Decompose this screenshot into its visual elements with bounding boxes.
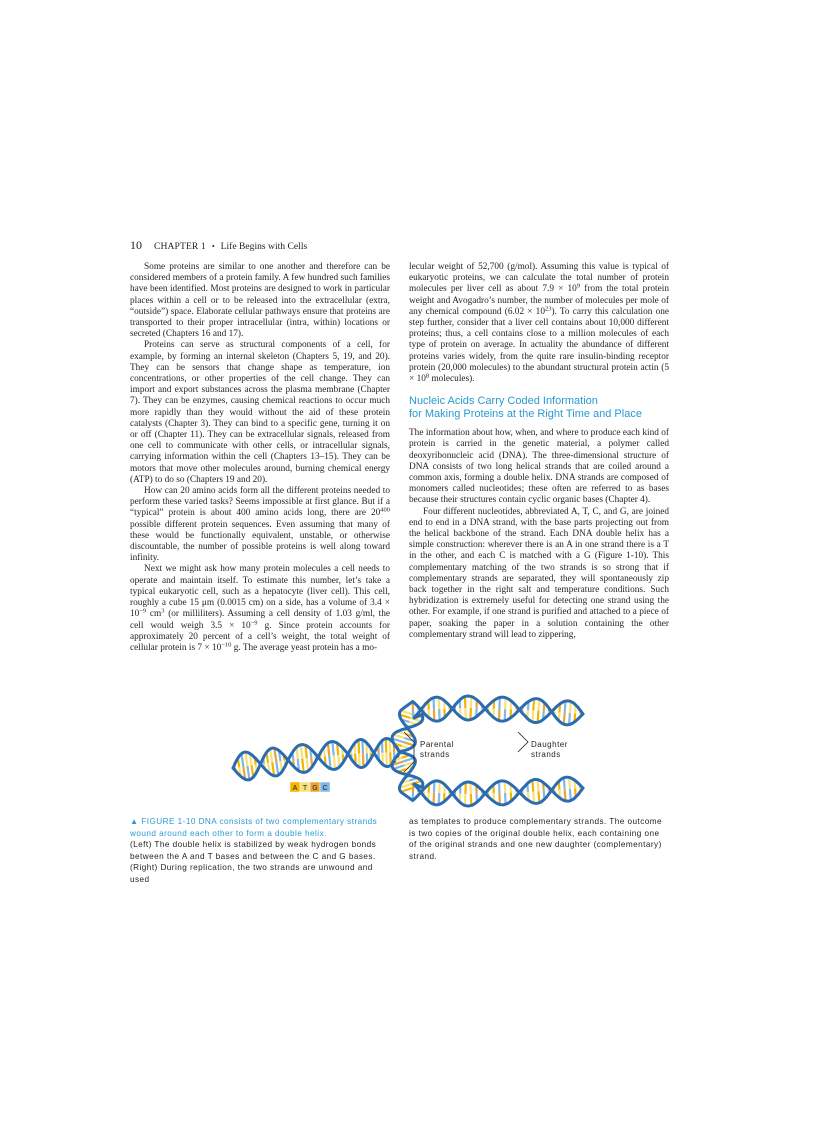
base-pair-rung xyxy=(538,699,539,711)
text-run: (or milliliters). Assuming a cell density of 1.03 g/ml, the cell would weigh 3.5 × 10 xyxy=(130,609,391,631)
base-pair-rung xyxy=(328,743,329,756)
section-heading-line: for Making Proteins at the Right Time and Place xyxy=(409,408,642,421)
base-pair-rung xyxy=(570,701,571,713)
text-run: ). To carry this calculation one step further, consider that a liver cell contains about 10,000 different proteins; thus, a cell contains close to a million molecules of each type of protein on average. In actuality the abundance of different proteins varies widely, from the quite rare insulin-binding receptor protein (20,000 molecules) to the abundant structural protein actin (5 × 10 xyxy=(409,306,669,385)
text-run: Next we might ask how many protein molecules a cell needs to operate and maintain itself. To estimate this number, let’s take a typical eukaryotic cell, such as a hepatocyte (liver cell). This cell, roughly a cube 15 μm (0.0015 cm) on a side, has a volume of 3.4 × 10 xyxy=(130,564,390,620)
base-pair-rung xyxy=(301,745,302,759)
paragraph: Some proteins are similar to one another and therefore can be considered members of a protein family. A few hundred such families have been identified. Most proteins are designed to work in particular places within a cell or to be released into the extracellular (extra, “outside”) space. Elaborate cellular pathways ensure that proteins are transported to their proper intracellular (intra, within) locations or secreted (Chapters 16 and 17). xyxy=(130,262,390,340)
base-pair-rung xyxy=(276,762,278,775)
running-head xyxy=(130,238,307,253)
label-parental-line1: Parental xyxy=(420,740,454,749)
text-run: from the total protein weight and Avogadro’s number, the number of molecules per mole of any chemical compound (6.02 × 10 xyxy=(409,284,669,317)
base-pair-rung xyxy=(386,739,387,753)
base-pair-rung xyxy=(403,758,414,762)
label-parental-line2: strands xyxy=(420,750,450,759)
right-column xyxy=(409,262,669,641)
text-run: molecules). xyxy=(429,374,475,385)
base-pair-rung xyxy=(564,778,565,790)
daughter-bracket xyxy=(518,732,528,752)
base-pair-rung xyxy=(532,710,533,722)
label-daughter-strands xyxy=(531,740,568,759)
text-run: lecular weight of 52,700 (g/mol). Assuming this value is typical of eukaryotic proteins, we can calculate the total number of protein molecules per liver cell as about 7.9 × 10 xyxy=(409,262,669,295)
paragraph xyxy=(409,262,669,385)
caption-marker: ▲ xyxy=(130,817,139,826)
parental-double-helix xyxy=(233,739,400,780)
paragraph xyxy=(130,486,390,564)
text-run: How can 20 amino acids form all the different proteins needed to perform these varied tasks? Seems impossible at first glance. But if a “typical” protein is about 400 amino acids long, there are 20 xyxy=(130,486,390,519)
section-heading xyxy=(409,395,669,421)
lower-replicated-helix xyxy=(392,752,583,806)
base-pair-rung xyxy=(241,754,243,767)
base-pair-rung xyxy=(334,755,335,769)
caption-title-line xyxy=(130,816,390,839)
caption-body: (Left) The double helix is stabilized by weak hydrogen bonds between the A and T bases and between the C and G bases. (Right) During replication, the two strands are unwound and used xyxy=(130,840,377,884)
base-key-letter: G xyxy=(312,785,318,792)
base-pair-rung xyxy=(564,713,565,725)
superscript: −9 xyxy=(139,607,147,615)
paragraph xyxy=(130,564,390,654)
chapter-title: Life Begins with Cells xyxy=(220,241,308,252)
text-run: g. Since protein accounts for approximately 20 percent of a cell’s weight, the total weight of cellular protein is 7 × 10 xyxy=(130,620,390,653)
paragraph: Proteins can serve as structural components of a cell, for example, by forming an internal skeleton (Chapters 5, 19, and 20). They can be sensors that change shape as temperature, ion concentrations, or other properties of the cell change. They can import and export substances across the plasma membrane (Chapter 7). They can be enzymes, causing chemical reactions to occur much more rapidly than they would without the aid of these protein catalysts (Chapter 3). They can bind to a specific gene, turning it on or off (Chapter 11). They can be extracellular signals, released from one cell to communicate with other cells, or intracellular signals, carrying information within the cell (Chapters 13–15). They can be motors that move other molecules around, burning chemical energy (ATP) to do so (Chapters 19 and 20). xyxy=(130,340,390,485)
superscript: 23 xyxy=(544,305,552,313)
base-key-letter: A xyxy=(292,785,298,792)
label-daughter-line2: strands xyxy=(531,750,561,759)
base-pair-rung xyxy=(359,740,360,754)
text-run: cm xyxy=(146,609,162,620)
superscript: 8 xyxy=(425,372,430,380)
base-key-letter: C xyxy=(322,785,328,792)
text-run: g. The average yeast protein has a mo- xyxy=(231,642,378,653)
text-run: possible different protein sequences. Even assuming that many of these would be functionally equivalent, unstable, or otherwise discountable, the number of possible proteins is well along toward infinity. xyxy=(130,519,390,564)
paragraph: Four different nucleotides, abbreviated A, T, C, and G, are joined end to end in a DNA strand, with the base parts projecting out from the helical backbone of the strand. Each DNA double helix has a simple construction: wherever there is an A in one strand there is a T in the other, and each C is matched with a G (Figure 1-10). This complementary matching of the two strands is so strong that if complementary strands are separated, they will spontaneously zip back together in the right salt and temperature conditions. Such hybridization is extremely useful for detecting one strand using the other. For example, if one strand is purified and attached to a piece of paper, soaking the paper in a solution containing the other complementary strand will lead to zippering, xyxy=(409,506,669,640)
base-pair-rung xyxy=(393,735,404,738)
label-daughter-line1: Daughter xyxy=(531,740,568,749)
base-pair-rung xyxy=(538,791,539,803)
base-key-letter: T xyxy=(302,785,308,792)
figure-caption-left xyxy=(130,816,390,885)
section-heading-line: Nucleic Acids Carry Coded Information xyxy=(409,395,598,408)
dna-figure xyxy=(228,688,588,808)
base-pair-rung xyxy=(270,749,272,762)
base-pair-rung xyxy=(307,758,308,771)
base-pair-rung xyxy=(245,752,247,766)
base-color-key xyxy=(290,782,330,792)
base-pair-rung xyxy=(403,742,414,745)
dna-illustration xyxy=(228,688,588,808)
base-pair-rung xyxy=(386,753,387,767)
base-pair-rung xyxy=(363,753,364,767)
superscript: 3 xyxy=(161,607,165,615)
base-pair-rung xyxy=(247,766,249,780)
chapter-label: CHAPTER 1 xyxy=(154,241,206,252)
backbone-strand-a xyxy=(392,752,583,805)
base-pair-rung xyxy=(532,780,533,792)
left-column xyxy=(130,262,390,654)
base-pair-rung xyxy=(359,754,360,768)
superscript: 400 xyxy=(380,506,390,514)
page-number: 10 xyxy=(130,238,142,252)
base-pair-rung xyxy=(393,765,404,769)
base-pair-rung xyxy=(401,711,412,714)
base-pair-rung xyxy=(570,789,571,801)
label-parental-strands xyxy=(420,740,454,759)
figure-caption-right xyxy=(409,816,669,862)
caption-body-continued: as templates to produce complementary strands. The outcome is two copies of the original double helix, each containing one of the original strands and one new daughter (complementary) strand. xyxy=(409,817,663,861)
superscript: −9 xyxy=(250,619,258,626)
superscript: −10 xyxy=(221,641,232,649)
head-bullet: • xyxy=(211,242,215,251)
paragraph: The information about how, when, and where to produce each kind of protein is carried in the genetic material, a polymer called deoxyribonucleic acid (DNA). The three-dimensional structure of DNA consists of two long helical strands that are coiled around a common axis, forming a double helix. DNA strands are composed of monomers called nucleotides; these often are referred to as bases because their structures contain cyclic organic bases (Chapter 4). xyxy=(409,428,669,506)
superscript: 9 xyxy=(576,282,581,290)
caption-title: FIGURE 1-10 DNA consists of two complementary strands wound around each other to form a double helix. xyxy=(130,817,378,838)
base-pair-rung xyxy=(302,759,303,773)
base-pair-rung xyxy=(401,788,412,792)
base-pair-rung xyxy=(362,740,363,754)
base-pair-rung xyxy=(332,742,333,756)
